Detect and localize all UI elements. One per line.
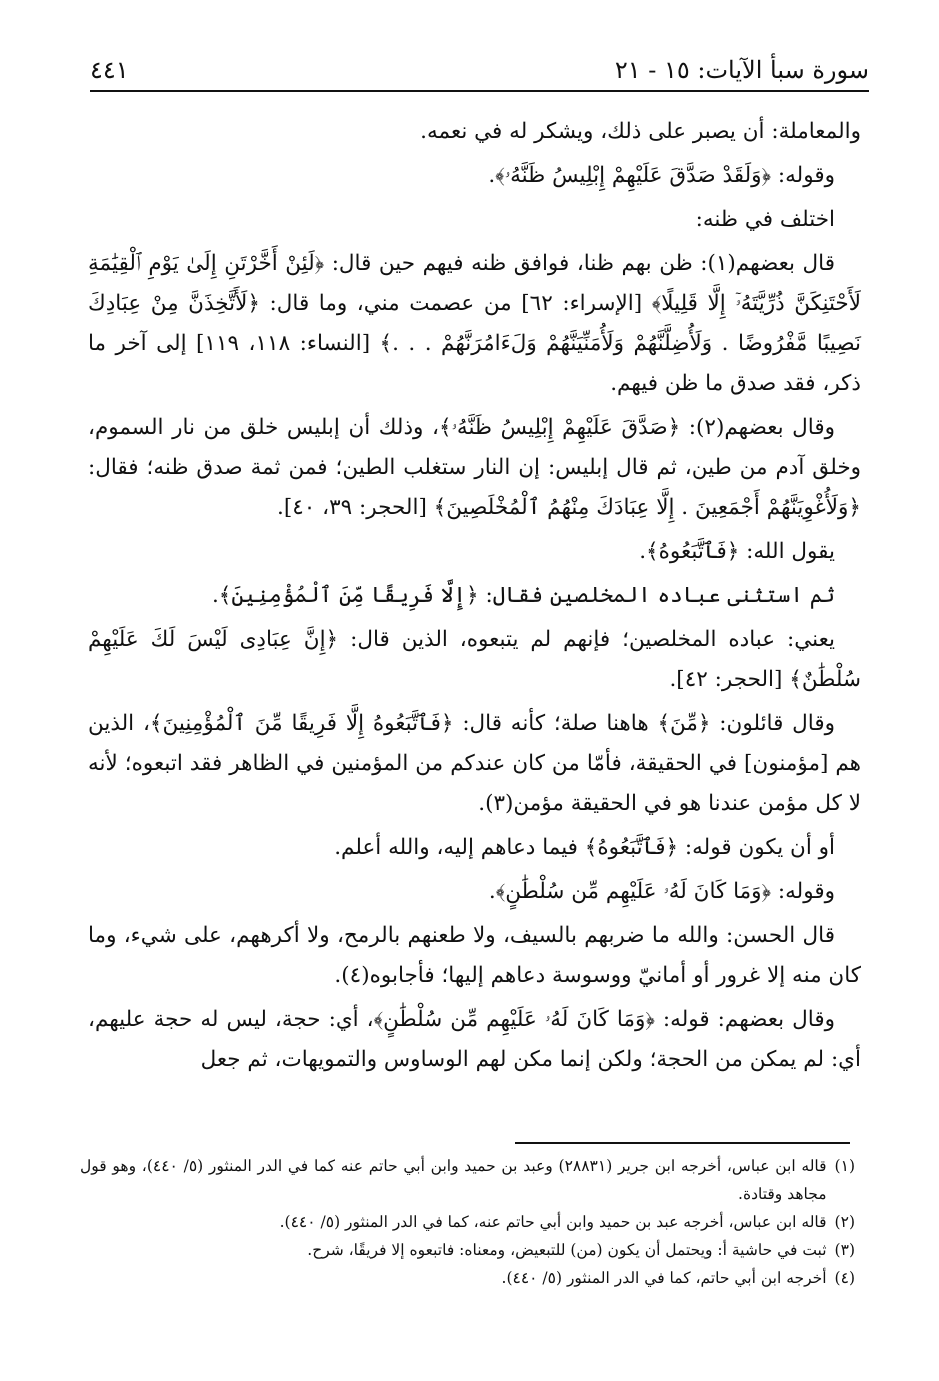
running-header — [90, 52, 869, 92]
footnotes — [80, 1152, 855, 1292]
footnote-number: (٣) — [834, 1241, 855, 1259]
paragraph: والمعاملة: أن يصبر على ذلك، ويشكر له في نعمه. — [420, 119, 861, 144]
running-title: سورة سبأ الآيات: ١٥ - ٢١ — [614, 56, 869, 84]
page-number: ٤٤١ — [90, 56, 129, 84]
paragraph: قال الحسن: والله ما ضربهم بالسيف، ولا طعنهم بالرمح، ولا أكرههم، على شيء، وما كان منه إلا غرور أو أمانيّ ووسوسة دعاهم إليها؛ فأجابوه(٤). — [88, 923, 861, 988]
paragraph: وقال بعضهم: قوله: ﴿وَمَا كَانَ لَهُۥ عَلَيْهِم مِّن سُلْطَٰنٍ﴾، أي: حجة، ليس له حجة عليهم، أي: لم يمكن من الحجة؛ ولكن إنما مكن لهم الوساوس والتمويهات، ثم جعل — [88, 1007, 861, 1072]
paragraph: أو أن يكون قوله: ﴿فَٱتَّبَعُوهُ﴾ فيما دعاهم إليه، والله أعلم. — [334, 835, 835, 860]
paragraph: وقوله: ﴿وَلَقَدْ صَدَّقَ عَلَيْهِمْ إِبْلِيسُ ظَنَّهُۥ﴾. — [488, 163, 835, 188]
footnote — [80, 1236, 855, 1264]
paragraph: يعني: عباده المخلصين؛ فإنهم لم يتبعوه، الذين قال: ﴿إِنَّ عِبَادِى لَيْسَ لَكَ عَلَيْهِمْ سُلْطَٰنٌ﴾ [الحجر: ٤٢]. — [88, 627, 861, 692]
paragraph: وقوله: ﴿وَمَا كَانَ لَهُۥ عَلَيْهِم مِّن سُلْطَٰنٍ﴾. — [488, 879, 835, 904]
footnote-text: قاله ابن عباس، أخرجه ابن جرير (٢٨٨٣١) وعبد بن حميد وابن أبي حاتم عنه كما في الدر المنثور (٥/ ٤٤٠)، وهو قول مجاهد وقتادة. — [80, 1157, 827, 1203]
footnote-text: ثبت في حاشية أ: ويحتمل أن يكون (من) للتبعيض، ومعناه: فاتبعوه إلا فريقًا، شرح. — [307, 1241, 827, 1259]
footnote — [80, 1152, 855, 1208]
paragraph: اختلف في ظنه: — [695, 207, 835, 232]
main-text — [88, 112, 861, 1084]
paragraph: قال بعضهم(١): ظن بهم ظنا، فوافق ظنه فيهم حين قال: ﴿لَئِنْ أَخَّرْتَنِ إِلَىٰ يَوْمِ ٱلْقِيَٰمَةِ لَأَحْتَنِكَنَّ ذُرِّيَّتَهُۥٓ إِلَّا قَلِيلًا﴾ [الإسراء: ٦٢] من عصمت مني، وما قال: ﴿لَأَتَّخِذَنَّ مِنْ عِبَادِكَ نَصِيبًا مَّفْرُوضًا . وَلَأُضِلَّنَّهُمْ وَلَأُمَنِّيَنَّهُمْ وَلَءَامُرَنَّهُمْ . . .﴾ [النساء: ١١٨، ١١٩] إلى آخر ما ذكر، فقد صدق ما ظن فيهم. — [88, 251, 861, 396]
footnote-text: قاله ابن عباس، أخرجه عبد بن حميد وابن أبي حاتم عنه، كما في الدر المنثور (٥/ ٤٤٠). — [279, 1213, 827, 1231]
footnote-number: (٢) — [834, 1213, 855, 1231]
footnote — [80, 1264, 855, 1292]
footnote-number: (٤) — [834, 1269, 855, 1287]
paragraph: ثم استثنى عباده المخلصين فقال: ﴿إِلَّا فَرِيقًا مِّنَ ٱلْمُؤْمِنِينَ﴾. — [211, 583, 835, 608]
footnote-text: أخرجه ابن أبي حاتم، كما في الدر المنثور (٥/ ٤٤٠). — [501, 1269, 827, 1287]
footnote-separator — [515, 1142, 850, 1144]
footnote-number: (١) — [834, 1157, 855, 1175]
paragraph: يقول الله: ﴿فَٱتَّبَعُوهُ﴾. — [639, 539, 835, 564]
footnote — [80, 1208, 855, 1236]
paragraph: وقال بعضهم(٢): ﴿صَدَّقَ عَلَيْهِمْ إِبْلِيسُ ظَنَّهُۥ﴾، وذلك أن إبليس خلق من نار السموم، وخلق آدم من طين، ثم قال إبليس: إن النار ستغلب الطين؛ فمن ثمة صدق ظنه؛ فقال: ﴿وَلَأُغْوِيَنَّهُمْ أَجْمَعِينَ . إِلَّا عِبَادَكَ مِنْهُمُ ٱلْمُخْلَصِينَ﴾ [الحجر: ٣٩، ٤٠]. — [88, 415, 861, 520]
paragraph: وقال قائلون: ﴿مِّنَ﴾ هاهنا صلة؛ كأنه قال: ﴿فَٱتَّبَعُوهُ إِلَّا فَرِيقًا مِّنَ ٱلْمُؤْمِنِينَ﴾، الذين هم [مؤمنون] في الحقيقة، فأمّا من كان عندكم من المؤمنين في الظاهر فقد اتبعوه؛ لأنه لا كل مؤمن عندنا هو في الحقيقة مؤمن(٣). — [88, 711, 861, 816]
